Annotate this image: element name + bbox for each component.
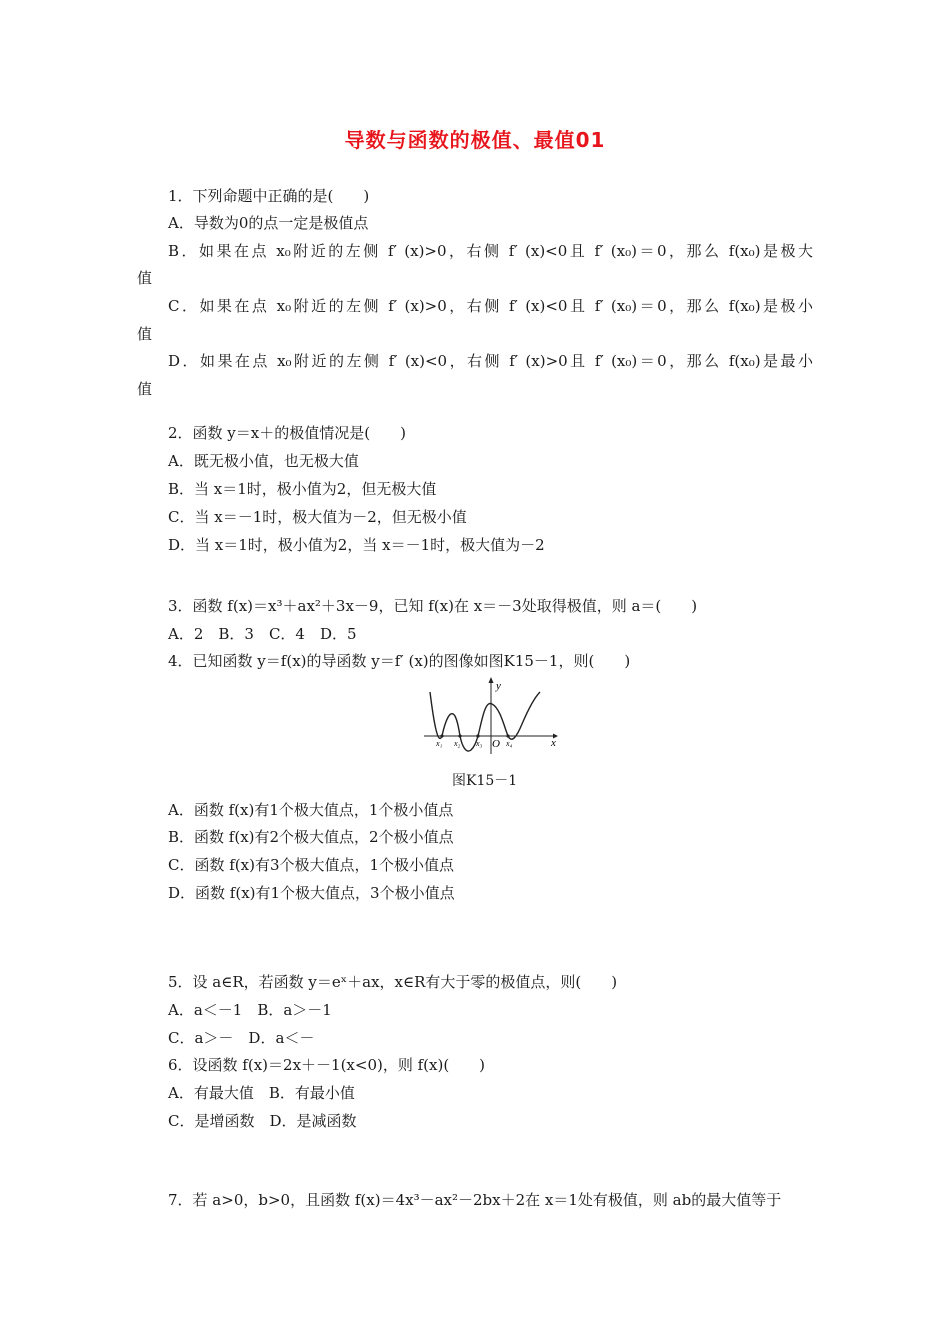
point-label-x1: x₁ [436, 739, 443, 748]
zero-point-x2 [458, 734, 461, 737]
point-label-x2: x₂ [454, 739, 461, 748]
question-2-option-c: C．当 x＝－1时，极大值为－2，但无极小值 [168, 508, 467, 526]
point-label-x3: x₃ [476, 739, 483, 748]
question-1-option-b-wrap: 值 [137, 269, 153, 287]
zero-point-x4 [506, 734, 509, 737]
question-3-stem: 3．函数 f(x)＝x³＋ax²＋3x－9，已知 f(x)在 x＝－3处取得极值，则 a＝( ) [168, 597, 698, 615]
y-axis-label: y [496, 680, 501, 692]
y-axis-arrow [489, 677, 494, 683]
question-4-option-a: A．函数 f(x)有1个极大值点，1个极小值点 [168, 801, 454, 819]
page-title: 导数与函数的极值、最值01 [344, 128, 606, 152]
question-1-option-d-wrap: 值 [137, 380, 153, 398]
question-1-stem: 1．下列命题中正确的是( ) [168, 187, 370, 205]
question-5-stem: 5．设 a∈R，若函数 y＝eˣ＋ax，x∈R有大于零的极值点，则( ) [168, 973, 618, 991]
question-7-stem: 7．若 a>0，b>0，且函数 f(x)＝4x³－ax²－2bx＋2在 x＝1处有极值，则 ab的最大值等于 [168, 1191, 782, 1209]
question-6-options-ab: A．有最大值 B．有最小值 [168, 1084, 355, 1102]
zero-point-x3 [476, 734, 479, 737]
question-2-stem: 2．函数 y＝x＋的极值情况是( ) [168, 424, 406, 442]
question-2-option-d: D．当 x＝1时，极小值为2，当 x＝－1时，极大值为－2 [168, 536, 545, 554]
question-6-options-cd: C．是增函数 D．是减函数 [168, 1112, 357, 1130]
zero-point-x1 [440, 734, 443, 737]
question-4-option-c: C．函数 f(x)有3个极大值点，1个极小值点 [168, 856, 455, 874]
x-axis-label: x [551, 737, 556, 749]
question-3-options: A．2 B．3 C．4 D．5 [168, 625, 357, 643]
question-4-stem: 4．已知函数 y＝f(x)的导函数 y＝f′ (x)的图像如图K15－1，则( ) [168, 652, 631, 670]
question-1-option-d: D．如果在点 x₀附近的左侧 f′ (x)<0，右侧 f′ (x)>0且 f′ (x₀)＝0，那么 f(x₀)是最小 [168, 352, 813, 370]
derivative-curve [430, 692, 540, 751]
question-6-stem: 6．设函数 f(x)＝2x＋－1(x<0)，则 f(x)( ) [168, 1056, 486, 1074]
question-4-option-d: D．函数 f(x)有1个极大值点，3个极小值点 [168, 884, 455, 902]
question-2-option-b: B．当 x＝1时，极小值为2，但无极大值 [168, 480, 437, 498]
question-1-option-b: B．如果在点 x₀附近的左侧 f′ (x)>0，右侧 f′ (x)<0且 f′ (x₀)＝0，那么 f(x₀)是极大 [168, 242, 813, 260]
question-4-option-b: B．函数 f(x)有2个极大值点，2个极小值点 [168, 828, 454, 846]
question-1-option-c-wrap: 值 [137, 325, 153, 343]
question-2-option-a: A．既无极小值，也无极大值 [168, 452, 359, 470]
figure-caption: 图K15－1 [452, 773, 518, 789]
question-5-options-ab: A．a＜－1 B．a＞－1 [168, 1001, 332, 1019]
point-label-x4: x₄ [506, 739, 513, 748]
question-1-option-c: C．如果在点 x₀附近的左侧 f′ (x)>0，右侧 f′ (x)<0且 f′ (x₀)＝0，那么 f(x₀)是极小 [168, 297, 813, 315]
question-1-option-a: A．导数为0的点一定是极值点 [168, 214, 369, 232]
question-5-options-cd: C．a＞－ D．a＜－ [168, 1029, 315, 1047]
derivative-graph-figure [420, 676, 560, 756]
origin-label: O [492, 738, 500, 750]
